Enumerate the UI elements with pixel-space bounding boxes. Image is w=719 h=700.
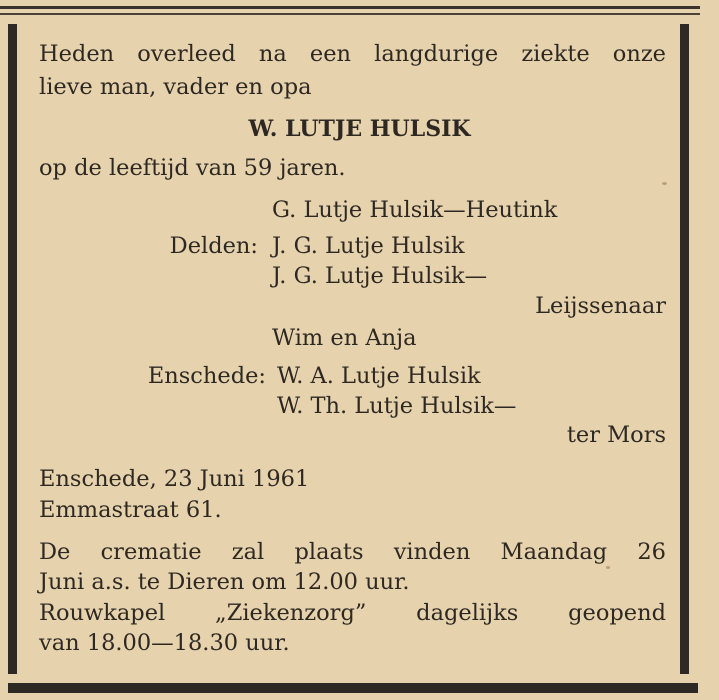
enschede-label: Enschede:: [147, 363, 266, 389]
top-rule-thin: [0, 13, 700, 15]
address: Emmastraat 61.: [39, 497, 222, 523]
chapel-line-2: van 18.00—18.30 uur.: [39, 630, 290, 656]
cremation-line-1: De crematie zal plaats vinden Maandag 26: [39, 539, 666, 565]
grandchildren: Wim en Anja: [272, 325, 417, 351]
enschede-relative-1: W. A. Lutje Hulsik: [277, 363, 481, 389]
place-date: Enschede, 23 Juni 1961: [39, 466, 310, 492]
enschede-relative-2-continued: ter Mors: [566, 422, 666, 448]
age-line: op de leeftijd van 59 jaren.: [39, 155, 346, 181]
delden-label: Delden:: [169, 233, 258, 259]
opening-line-1: Heden overleed na een langdurige ziekte onze: [39, 41, 666, 67]
deceased-name: W. LUTJE HULSIK: [248, 116, 471, 142]
paper-speck: [662, 182, 667, 185]
paper-speck: [606, 566, 610, 569]
top-rule: [0, 6, 700, 9]
bottom-rule: [8, 683, 698, 693]
delden-relative-1: J. G. Lutje Hulsik: [272, 233, 465, 259]
spouse-name: G. Lutje Hulsik—Heutink: [272, 197, 558, 223]
opening-line-2: lieve man, vader en opa: [39, 74, 312, 100]
delden-relative-2: J. G. Lutje Hulsik—: [272, 263, 488, 289]
enschede-relative-2: W. Th. Lutje Hulsik—: [277, 393, 517, 419]
cremation-line-2: Juni a.s. te Dieren om 12.00 uur.: [39, 569, 410, 595]
chapel-line-1: Rouwkapel „Ziekenzorg” dagelijks geopend: [39, 600, 666, 626]
delden-relative-2-continued: Leijssenaar: [535, 293, 666, 319]
